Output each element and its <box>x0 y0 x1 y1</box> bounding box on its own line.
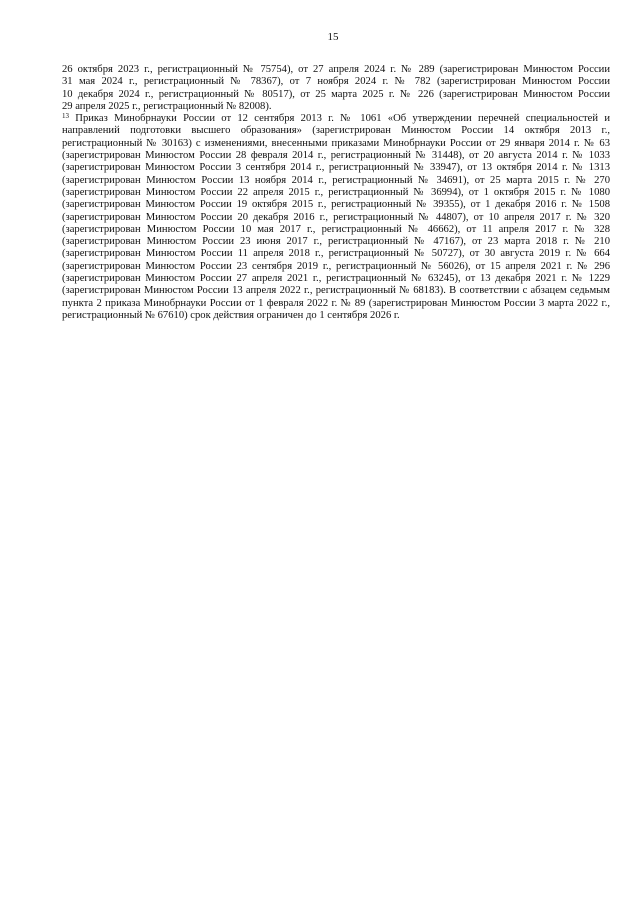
text-line: (зарегистрирован Минюстом России 3 сентября 2014 г., регистрационный № 33947), от 13 октября 2014 г. № 1313 <box>62 162 610 174</box>
text-line: 26 октября 2023 г., регистрационный № 75754), от 27 апреля 2024 г. № 289 (зарегистрирован Минюстом России <box>62 64 610 75</box>
text-line: регистрационный № 67610) срок действия ограничен до 1 сентября 2026 г. <box>62 309 400 321</box>
text-line: (зарегистрирован Минюстом России 28 февраля 2014 г., регистрационный № 31448), от 20 августа 2014 г. № 1033 <box>62 150 610 162</box>
text-line: 10 декабря 2024 г., регистрационный № 80517), от 25 марта 2025 г. № 226 (зарегистрирован Минюстом России <box>62 88 610 100</box>
text-line: (зарегистрирован Минюстом России 23 сентября 2019 г., регистрационный № 56026), от 15 апреля 2021 г. № 296 <box>62 260 610 272</box>
text-line: регистрационный № 30163) с изменениями, внесенными приказами Минобрнауки России от 29 января 2014 г. № 63 <box>62 137 610 149</box>
footnote-mark: 13 <box>62 112 69 121</box>
text-line: (зарегистрирован Минюстом России 13 апреля 2022 г., регистрационный № 68183). В соответствии с абзацем седьмым <box>62 285 610 297</box>
text-line: (зарегистрирован Минюстом России 13 ноября 2014 г., регистрационный № 34691), от 25 марта 2015 г. № 270 <box>62 174 610 186</box>
text-line: (зарегистрирован Минюстом России 19 октября 2015 г., регистрационный № 39355), от 1 декабря 2016 г. № 1508 <box>62 199 610 211</box>
text-line: (зарегистрирован Минюстом России 10 мая 2017 г., регистрационный № 46662), от 11 апреля 2017 г. № 328 <box>62 223 610 235</box>
footnote-13 <box>62 113 610 322</box>
document-body <box>62 64 610 322</box>
text-line: пункта 2 приказа Минобрнауки России от 1 февраля 2022 г. № 89 (зарегистрирован Минюстом России 3 марта 2022 г., <box>62 297 610 309</box>
text-line: (зарегистрирован Минюстом России 22 апреля 2015 г., регистрационный № 36994), от 1 октября 2015 г. № 1080 <box>62 186 610 198</box>
footnote-text: Приказ Минобрнауки России от 12 сентября 2013 г. № 1061 «Об утверждении перечней специальностей и <box>69 113 610 125</box>
text-line: направлений подготовки высшего образования» (зарегистрирован Минюстом России 14 октября 2013 г., <box>62 125 610 137</box>
text-line: (зарегистрирован Минюстом России 27 апреля 2021 г., регистрационный № 63245), от 13 декабря 2021 г. № 1229 <box>62 273 610 285</box>
text-line: (зарегистрирован Минюстом России 11 апреля 2018 г., регистрационный № 50727), от 30 августа 2019 г. № 664 <box>62 248 610 260</box>
text-line: 29 апреля 2025 г., регистрационный № 82008). <box>62 100 272 112</box>
text-line <box>62 113 610 125</box>
paragraph-continuation <box>62 64 610 113</box>
page-number: 15 <box>327 31 339 43</box>
text-line: (зарегистрирован Минюстом России 23 июня 2017 г., регистрационный № 47167), от 23 марта 2018 г. № 210 <box>62 236 610 248</box>
text-line: 31 мая 2024 г., регистрационный № 78367), от 7 ноября 2024 г. № 782 (зарегистрирован Минюстом России <box>62 76 610 88</box>
text-line: (зарегистрирован Минюстом России 20 декабря 2016 г., регистрационный № 44807), от 10 апреля 2017 г. № 320 <box>62 211 610 223</box>
